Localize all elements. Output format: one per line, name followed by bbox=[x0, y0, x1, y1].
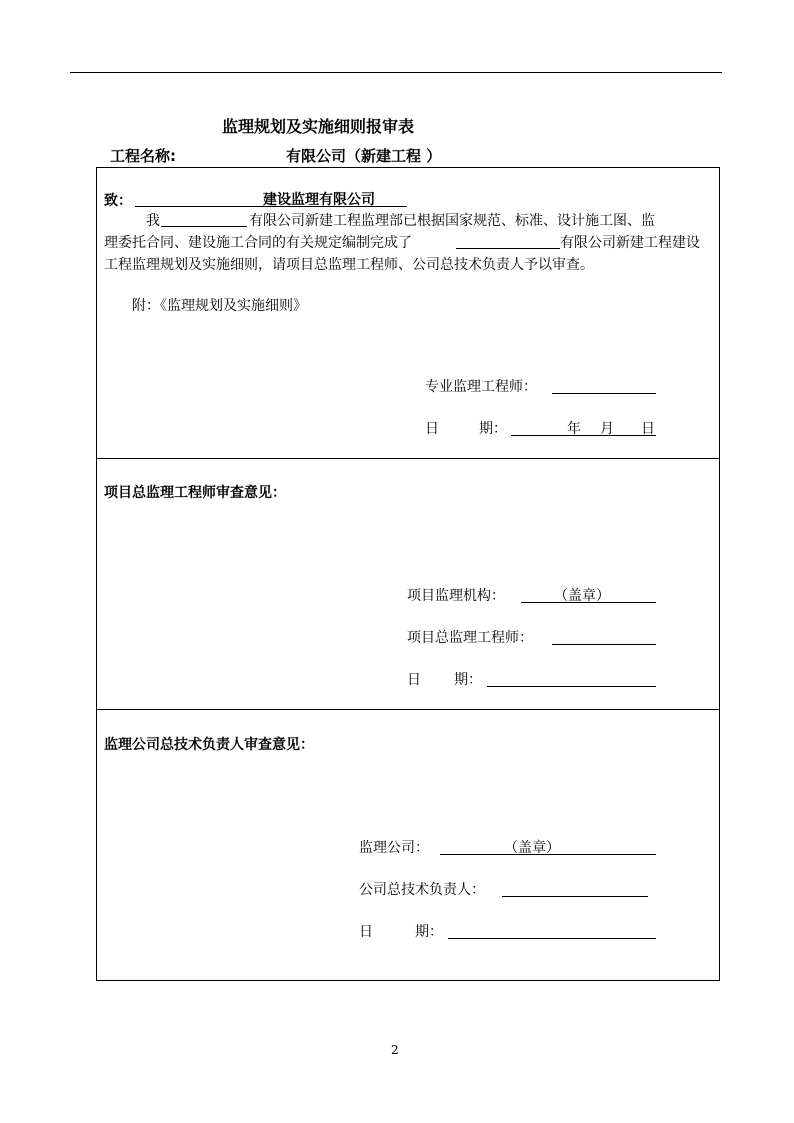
chief-review-heading: 项目总监理工程师审查意见： bbox=[104, 485, 286, 501]
date-label-a: 日 bbox=[359, 924, 373, 940]
date-label-a: 日 bbox=[407, 672, 421, 688]
para-line2a: 理委托合同、建设施工合同的有关规定编制完成了 bbox=[104, 235, 412, 251]
project-name-value: 有限公司（新建工程 ） bbox=[286, 147, 442, 165]
date-field[interactable] bbox=[448, 922, 656, 939]
form-title: 监理规划及实施细则报审表 bbox=[222, 117, 415, 136]
date-year: 年 bbox=[567, 421, 581, 437]
date-label-b: 期： bbox=[454, 672, 482, 688]
seal-note: （盖章） bbox=[504, 840, 560, 856]
tech-lead-label: 公司总技术负责人： bbox=[359, 882, 485, 898]
date-month: 月 bbox=[600, 421, 614, 437]
para-line2b: 有限公司新建工程建设 bbox=[560, 235, 700, 251]
date-field[interactable] bbox=[487, 670, 656, 687]
date-field[interactable] bbox=[511, 419, 656, 436]
project-field[interactable] bbox=[456, 233, 560, 249]
seal-note: （盖章） bbox=[554, 588, 610, 604]
tech-lead-field[interactable] bbox=[502, 880, 648, 897]
para-prefix: 我 bbox=[146, 213, 160, 229]
date-label-b: 期： bbox=[479, 421, 507, 437]
date-day: 日 bbox=[641, 421, 655, 437]
chief-engineer-field[interactable] bbox=[552, 628, 656, 645]
date-label-b: 期： bbox=[415, 924, 443, 940]
tech-review-section bbox=[96, 709, 720, 981]
supervision-org-label: 项目监理机构： bbox=[407, 588, 505, 604]
chief-engineer-label: 项目总监理工程师： bbox=[407, 630, 533, 646]
supervision-company-label: 监理公司： bbox=[359, 840, 429, 856]
para-line1: 有限公司新建工程监理部已根据国家规范、标准、设计施工图、监 bbox=[249, 213, 655, 229]
header-rule bbox=[70, 72, 722, 73]
to-label: 致： bbox=[104, 193, 132, 209]
specialist-engineer-field[interactable] bbox=[552, 377, 656, 394]
tech-review-heading: 监理公司总技术负责人审查意见： bbox=[104, 737, 314, 753]
page-number: 2 bbox=[391, 1043, 399, 1057]
project-name-label: 工程名称: bbox=[110, 147, 176, 165]
date-label-a: 日 bbox=[425, 421, 439, 437]
attachment-note: 附：《监理规划及实施细则》 bbox=[132, 298, 307, 314]
specialist-engineer-label: 专业监理工程师： bbox=[425, 379, 537, 395]
company-name-field[interactable] bbox=[161, 211, 247, 227]
submission-section bbox=[96, 167, 720, 459]
to-company-name: 建设监理有限公司 bbox=[263, 192, 375, 208]
chief-review-section bbox=[96, 458, 720, 710]
para-line3: 工程监理规划及实施细则，请项目总监理工程师、公司总技术负责人予以审查。 bbox=[104, 257, 594, 273]
